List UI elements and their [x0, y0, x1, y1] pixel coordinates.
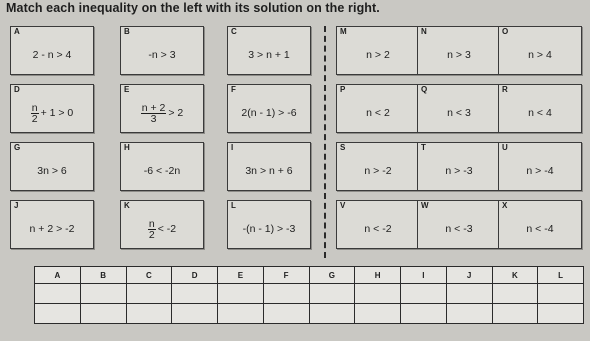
card-label: S: [340, 143, 346, 152]
solution-card[interactable]: [498, 84, 582, 133]
card-expression: 2(n - 1) > -6: [241, 107, 297, 119]
inequality-card[interactable]: [120, 142, 204, 191]
expression-rest: < -2: [157, 223, 177, 235]
answer-column-header: L: [538, 267, 584, 284]
answer-cell[interactable]: [80, 284, 126, 304]
card-label: L: [231, 201, 236, 210]
card-expression: -(n - 1) > -3: [242, 223, 296, 235]
card-label: D: [14, 85, 20, 94]
card-expression: n > -4: [526, 165, 554, 177]
solution-card[interactable]: [336, 26, 420, 75]
answer-cell[interactable]: [355, 304, 401, 324]
card-label: I: [231, 143, 234, 152]
answer-cell[interactable]: [401, 284, 447, 304]
answer-cell[interactable]: [172, 284, 218, 304]
card-expression: [121, 98, 203, 128]
solution-card[interactable]: [498, 26, 582, 75]
answer-column-header: J: [446, 267, 492, 284]
fraction: [141, 103, 167, 124]
inequality-card[interactable]: [10, 84, 94, 133]
card-label: F: [231, 85, 236, 94]
card-expression: n < 2: [366, 107, 390, 119]
card-label: B: [124, 27, 130, 36]
expression-rest: > 2: [168, 107, 184, 119]
expression-rest: + 1 > 0: [40, 107, 74, 119]
card-label: Q: [421, 85, 428, 94]
fraction-numerator: n: [148, 217, 155, 230]
answer-column-header: K: [492, 267, 538, 284]
card-label: N: [421, 27, 427, 36]
card-label: A: [14, 27, 20, 36]
fraction-numerator: n: [31, 101, 38, 114]
solution-card[interactable]: [336, 142, 420, 191]
answer-column-header: F: [263, 267, 309, 284]
card-label: H: [124, 143, 130, 152]
card-label: W: [421, 201, 429, 210]
answer-cell[interactable]: [401, 304, 447, 324]
dashed-divider: [324, 26, 326, 258]
card-expression: n > -2: [364, 165, 392, 177]
answer-table-row: [35, 284, 584, 304]
answer-column-header: E: [218, 267, 264, 284]
inequality-card[interactable]: [10, 26, 94, 75]
card-expression: n > -3: [445, 165, 473, 177]
answer-cell[interactable]: [35, 284, 81, 304]
answer-cell[interactable]: [218, 304, 264, 324]
inequality-card[interactable]: [10, 200, 94, 249]
inequality-card[interactable]: [120, 200, 204, 249]
card-expression: -n > 3: [148, 49, 176, 61]
card-label: C: [231, 27, 237, 36]
card-expression: n < 3: [447, 107, 471, 119]
card-expression: 3n > n + 6: [245, 165, 293, 177]
answer-cell[interactable]: [263, 284, 309, 304]
inequality-card[interactable]: [120, 26, 204, 75]
solution-card[interactable]: [336, 200, 420, 249]
card-label: M: [340, 27, 347, 36]
card-label: E: [124, 85, 130, 94]
card-expression: n > 3: [447, 49, 471, 61]
inequality-card[interactable]: [10, 142, 94, 191]
solution-card[interactable]: [417, 26, 501, 75]
card-label: R: [502, 85, 508, 94]
answer-cell[interactable]: [538, 284, 584, 304]
fraction: [148, 219, 156, 240]
fraction-denominator: 3: [150, 112, 157, 125]
answer-table-row: [35, 304, 584, 324]
card-label: P: [340, 85, 346, 94]
card-label: J: [14, 201, 19, 210]
answer-cell[interactable]: [172, 304, 218, 324]
fraction-numerator: n + 2: [141, 101, 166, 114]
answer-cell[interactable]: [126, 284, 172, 304]
fraction-denominator: 2: [148, 228, 155, 241]
instruction-text: Match each inequality on the left with its solution on the right.: [6, 1, 380, 15]
inequality-card[interactable]: [227, 84, 311, 133]
answer-column-header: I: [401, 267, 447, 284]
card-label: K: [124, 201, 130, 210]
inequality-card[interactable]: [120, 84, 204, 133]
answer-column-header: B: [80, 267, 126, 284]
answer-table-header-row: [35, 267, 584, 284]
answer-cell[interactable]: [538, 304, 584, 324]
card-expression: 3 > n + 1: [248, 49, 290, 61]
solution-card[interactable]: [336, 84, 420, 133]
answer-column-header: H: [355, 267, 401, 284]
card-label: V: [340, 201, 346, 210]
card-label: O: [502, 27, 509, 36]
card-label: T: [421, 143, 426, 152]
answer-cell[interactable]: [218, 284, 264, 304]
solution-card[interactable]: [417, 142, 501, 191]
solution-card[interactable]: [417, 84, 501, 133]
card-expression: 2 - n > 4: [32, 49, 72, 61]
answer-cell[interactable]: [355, 284, 401, 304]
card-label: X: [502, 201, 508, 210]
answer-cell[interactable]: [263, 304, 309, 324]
card-expression: -6 < -2n: [143, 165, 181, 177]
inequality-card[interactable]: [227, 142, 311, 191]
answer-column-header: D: [172, 267, 218, 284]
card-expression: [121, 214, 203, 244]
fraction-denominator: 2: [31, 112, 38, 125]
answer-cell[interactable]: [492, 304, 538, 324]
solution-card[interactable]: [498, 142, 582, 191]
card-expression: n < -4: [526, 223, 554, 235]
answer-cell[interactable]: [446, 304, 492, 324]
answer-column-header: G: [309, 267, 355, 284]
solution-card[interactable]: [498, 200, 582, 249]
answer-cell[interactable]: [126, 304, 172, 324]
answer-cell[interactable]: [309, 304, 355, 324]
answer-cell[interactable]: [492, 284, 538, 304]
card-expression: n < -3: [445, 223, 473, 235]
card-expression: [11, 98, 93, 128]
answer-cell[interactable]: [309, 284, 355, 304]
card-expression: n > 2: [366, 49, 390, 61]
answer-column-header: A: [35, 267, 81, 284]
answer-table: [34, 266, 584, 324]
solution-card[interactable]: [417, 200, 501, 249]
answer-cell[interactable]: [35, 304, 81, 324]
card-expression: n + 2 > -2: [29, 223, 75, 235]
answer-column-header: C: [126, 267, 172, 284]
card-expression: n > 4: [528, 49, 552, 61]
card-label: G: [14, 143, 21, 152]
card-label: U: [502, 143, 508, 152]
answer-cell[interactable]: [80, 304, 126, 324]
card-expression: n < -2: [364, 223, 392, 235]
card-expression: n < 4: [528, 107, 552, 119]
inequality-card[interactable]: [227, 26, 311, 75]
fraction: [31, 103, 39, 124]
answer-cell[interactable]: [446, 284, 492, 304]
card-expression: 3n > 6: [37, 165, 67, 177]
inequality-card[interactable]: [227, 200, 311, 249]
